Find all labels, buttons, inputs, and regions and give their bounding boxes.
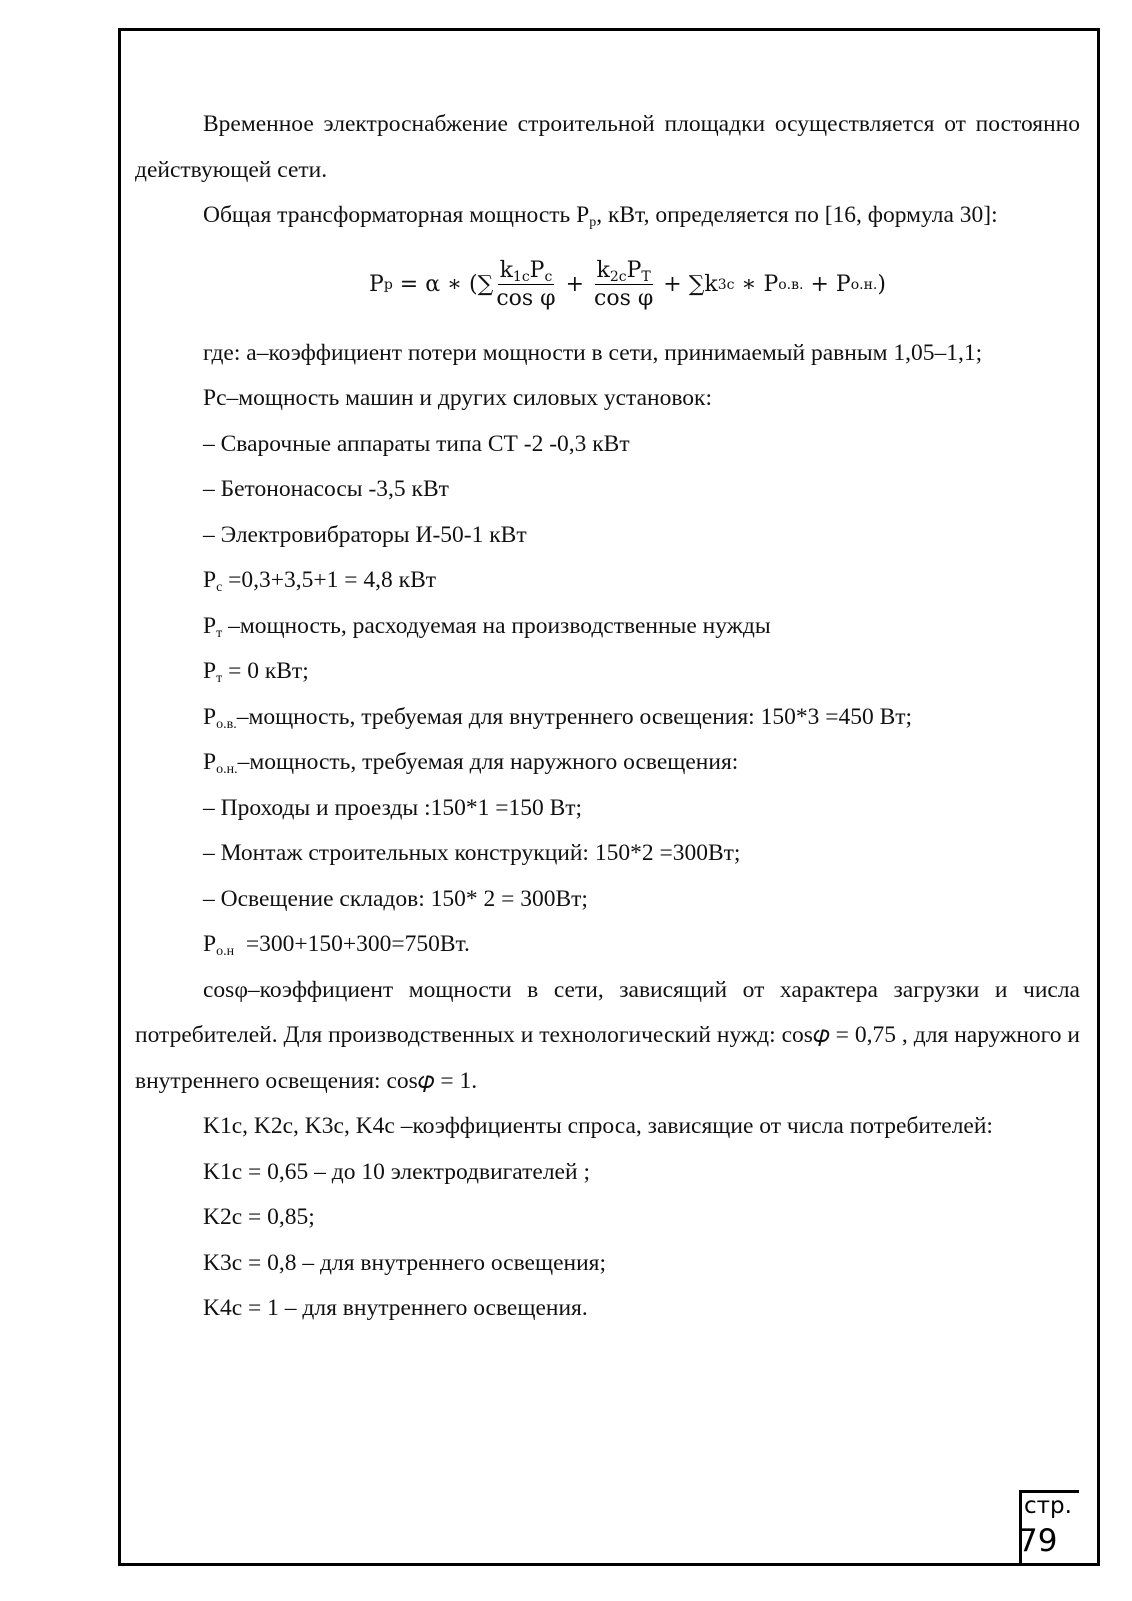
line-pon-sum: $P_{о.н} =300+150+300=750Вт$. — [203, 931, 470, 959]
line-pc: Pc–мощность машин и других силовых установок: — [203, 385, 712, 411]
document-body — [135, 102, 1080, 1332]
fraction-2: $\frac{\text{k2cPT}}{\text{cos φ}}$ — [594, 258, 654, 311]
paragraph-intro: Временное электроснабжение строительной площадки осуществляется от постоянно действующей сети. — [135, 111, 1080, 183]
line-pon: $P_{о.н.}$–мощность, требуемая для наружного освещения: — [203, 749, 739, 777]
paragraph-total-power: Общая трансформаторная мощность $P_р$, кВт, определяется по [16, формула 30]: — [203, 202, 998, 230]
power-formula: P р = α ∗ (∑ $\frac{\text{k1cPc}}{\text{cos φ}}$ + $\frac{\text{k2cPT}}{\text{cos φ}}$ + ∑k 3c ∗ P о.в. + P о.н. ) — [369, 258, 886, 311]
fraction-1: $\frac{\text{k1cPc}}{\text{cos φ}}$ — [496, 258, 556, 311]
line-k3c: K3c = 0,8 – для внутреннего освещения; — [203, 1249, 606, 1276]
page-number: 79 — [1018, 1523, 1058, 1559]
list-item: – Бетононасосы -3,5 кВт — [203, 476, 449, 502]
line-k1c: K1c = 0,65 – до 10 электродвигателей ; — [203, 1158, 590, 1185]
paragraph-demand-coefficients: K1c, K2c, K3c, K4c –коэффициенты спроса, зависящие от числа потребителей: — [203, 1113, 993, 1139]
line-pt-value: $P_т = 0$ кВт; — [203, 658, 309, 686]
list-item: – Монтаж строительных конструкций: 150*2 =300Вт; — [203, 840, 741, 866]
line-pov: $P_{о.в.}$–мощность, требуемая для внутреннего освещения: 150*3 =450 Вт; — [203, 703, 913, 732]
paragraph-alpha: где: a–коэффициент потери мощности в сети, принимаемый равным 1,05–1,1; — [203, 339, 983, 366]
list-item: – Сварочные аппараты типа СТ -2 -0,3 кВт — [203, 430, 630, 457]
page-label: стр. — [1024, 1493, 1072, 1519]
line-pt: $P_т$ –мощность, расходуемая на производственные нужды — [203, 612, 771, 641]
list-item: – Освещение складов: 150* 2 = 300Вт; — [203, 885, 588, 912]
list-item: – Электровибраторы И-50-1 кВт — [203, 521, 527, 548]
page-number-box — [1019, 1490, 1079, 1565]
paragraph-cosphi: cosφ–коэффициент мощности в сети, зависящий от характера загрузки и числа потребителей. Для производственных и технологический нужд: cos𝜑 = 0,75 , для наружного и внутреннего освещения: cos𝜑 = 1. — [135, 976, 1080, 1094]
list-item: – Проходы и проезды :150*1 =150 Вт; — [203, 794, 583, 821]
line-k2c: K2c = 0,85; — [203, 1204, 315, 1230]
line-pc-sum: $P_с =0,3+3,5+1 = 4,8$ кВт — [203, 567, 437, 595]
line-k4c: K4c = 1 – для внутреннего освещения. — [203, 1295, 588, 1321]
